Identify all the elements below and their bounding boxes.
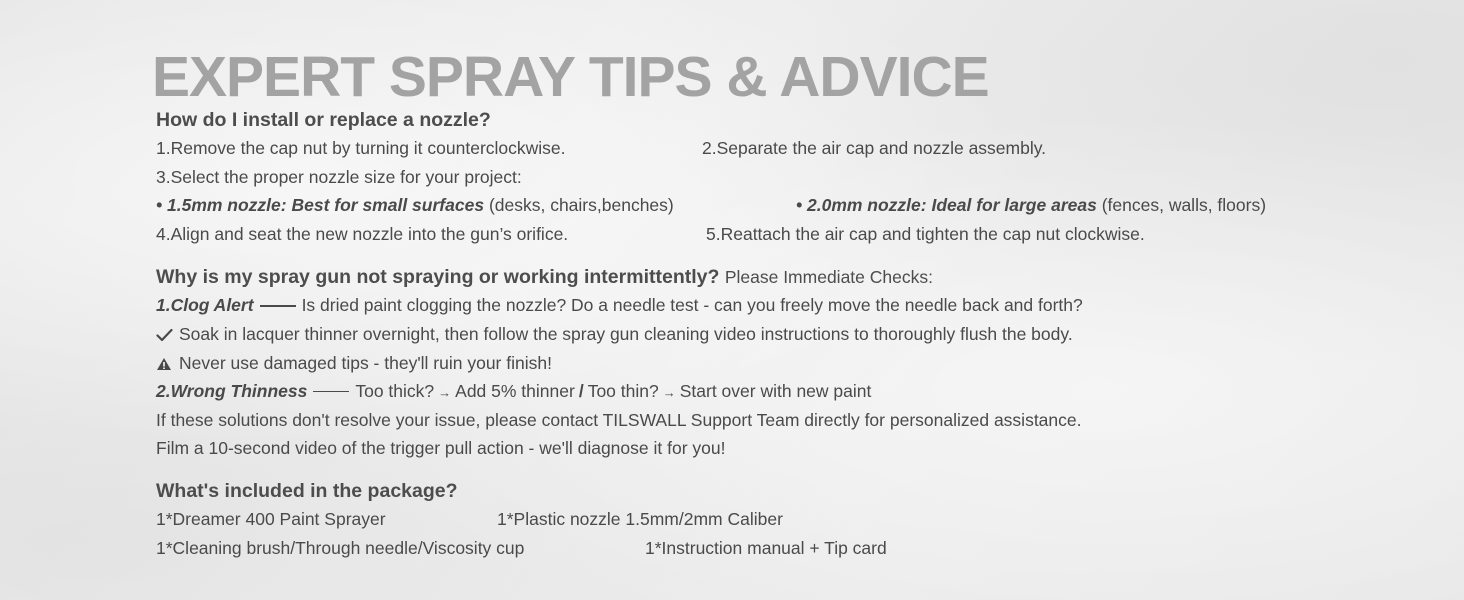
clog-alert-label: 1.Clog Alert (156, 295, 254, 316)
clog-alert-row (156, 291, 1446, 320)
install-step-2: 2.Separate the air cap and nozzle assembly. (702, 138, 1047, 158)
package-item-nozzle: 1*Plastic nozzle 1.5mm/2mm Caliber (497, 508, 783, 529)
thinness-label: 2.Wrong Thinness (156, 381, 308, 402)
dash-divider (260, 305, 296, 307)
thinness-too-thick: Too thick? (355, 381, 435, 402)
check-tip-row (156, 320, 1446, 349)
troubleshoot-heading-suffix: Please Immediate Checks: (724, 267, 933, 288)
nozzle-install-heading: How do I install or replace a nozzle? (156, 109, 491, 131)
install-steps-row-1 (156, 134, 1446, 163)
nozzle-2-0mm-item (796, 191, 1266, 220)
check-tip-text: Soak in lacquer thinner overnight, then follow the spray gun cleaning video instructions to thoroughly flush the body. (179, 323, 1073, 344)
package-item-cleaning-kit: 1*Cleaning brush/Through needle/Viscosity cup (156, 537, 525, 558)
package-item-manual: 1*Instruction manual + Tip card (645, 537, 887, 558)
troubleshoot-heading: Why is my spray gun not spraying or working intermittently? (156, 266, 720, 289)
warning-icon (156, 357, 174, 371)
nozzle-1-5mm-detail: (desks, chairs,benches) (488, 195, 674, 216)
install-step-1: 1.Remove the cap nut by turning it counterclockwise. (156, 138, 566, 158)
install-steps-row-3 (156, 220, 1446, 249)
thinness-add-thinner: Add 5% thinner (455, 381, 575, 402)
dash-divider (313, 391, 349, 393)
thinness-start-over: Start over with new paint (679, 381, 872, 402)
package-row-2 (156, 534, 1446, 563)
clog-alert-text: Is dried paint clogging the nozzle? Do a needle test - can you freely move the needle back and forth? (301, 295, 1083, 316)
install-step-5: 5.Reattach the air cap and tighten the cap nut clockwise. (706, 223, 1145, 244)
support-contact-text: If these solutions don't resolve your issue, please contact TILSWALL Support Team directly for personalized assistance. (156, 409, 1082, 430)
troubleshoot-heading-row (156, 263, 1446, 291)
warning-tip-row (156, 349, 1446, 378)
package-row-1 (156, 505, 1446, 534)
arrow-right-icon: → (438, 385, 452, 401)
video-diagnosis-text: Film a 10-second video of the trigger pull action - we'll diagnose it for you! (156, 438, 726, 459)
slash-divider: / (578, 381, 584, 402)
nozzle-2-0mm-detail: (fences, walls, floors) (1101, 195, 1267, 216)
thinness-too-thin: Too thin? (587, 381, 659, 402)
package-heading: What's included in the package? (156, 479, 458, 502)
thinness-row (156, 377, 1446, 406)
arrow-right-icon: → (662, 385, 676, 401)
tips-content (156, 106, 1446, 562)
package-item-sprayer: 1*Dreamer 400 Paint Sprayer (156, 508, 386, 529)
nozzle-1-5mm-label: • 1.5mm nozzle: Best for small surfaces (156, 195, 485, 216)
nozzle-size-row (156, 191, 1446, 220)
warning-tip-text: Never use damaged tips - they'll ruin your finish! (179, 352, 552, 373)
install-step-3: 3.Select the proper nozzle size for your project: (156, 166, 522, 187)
checkmark-icon (156, 328, 174, 342)
page-title: EXPERT SPRAY TIPS & ADVICE (152, 45, 989, 109)
install-step-4: 4.Align and seat the new nozzle into the gun’s orifice. (156, 223, 569, 244)
nozzle-2-0mm-label: • 2.0mm nozzle: Ideal for large areas (796, 195, 1097, 216)
